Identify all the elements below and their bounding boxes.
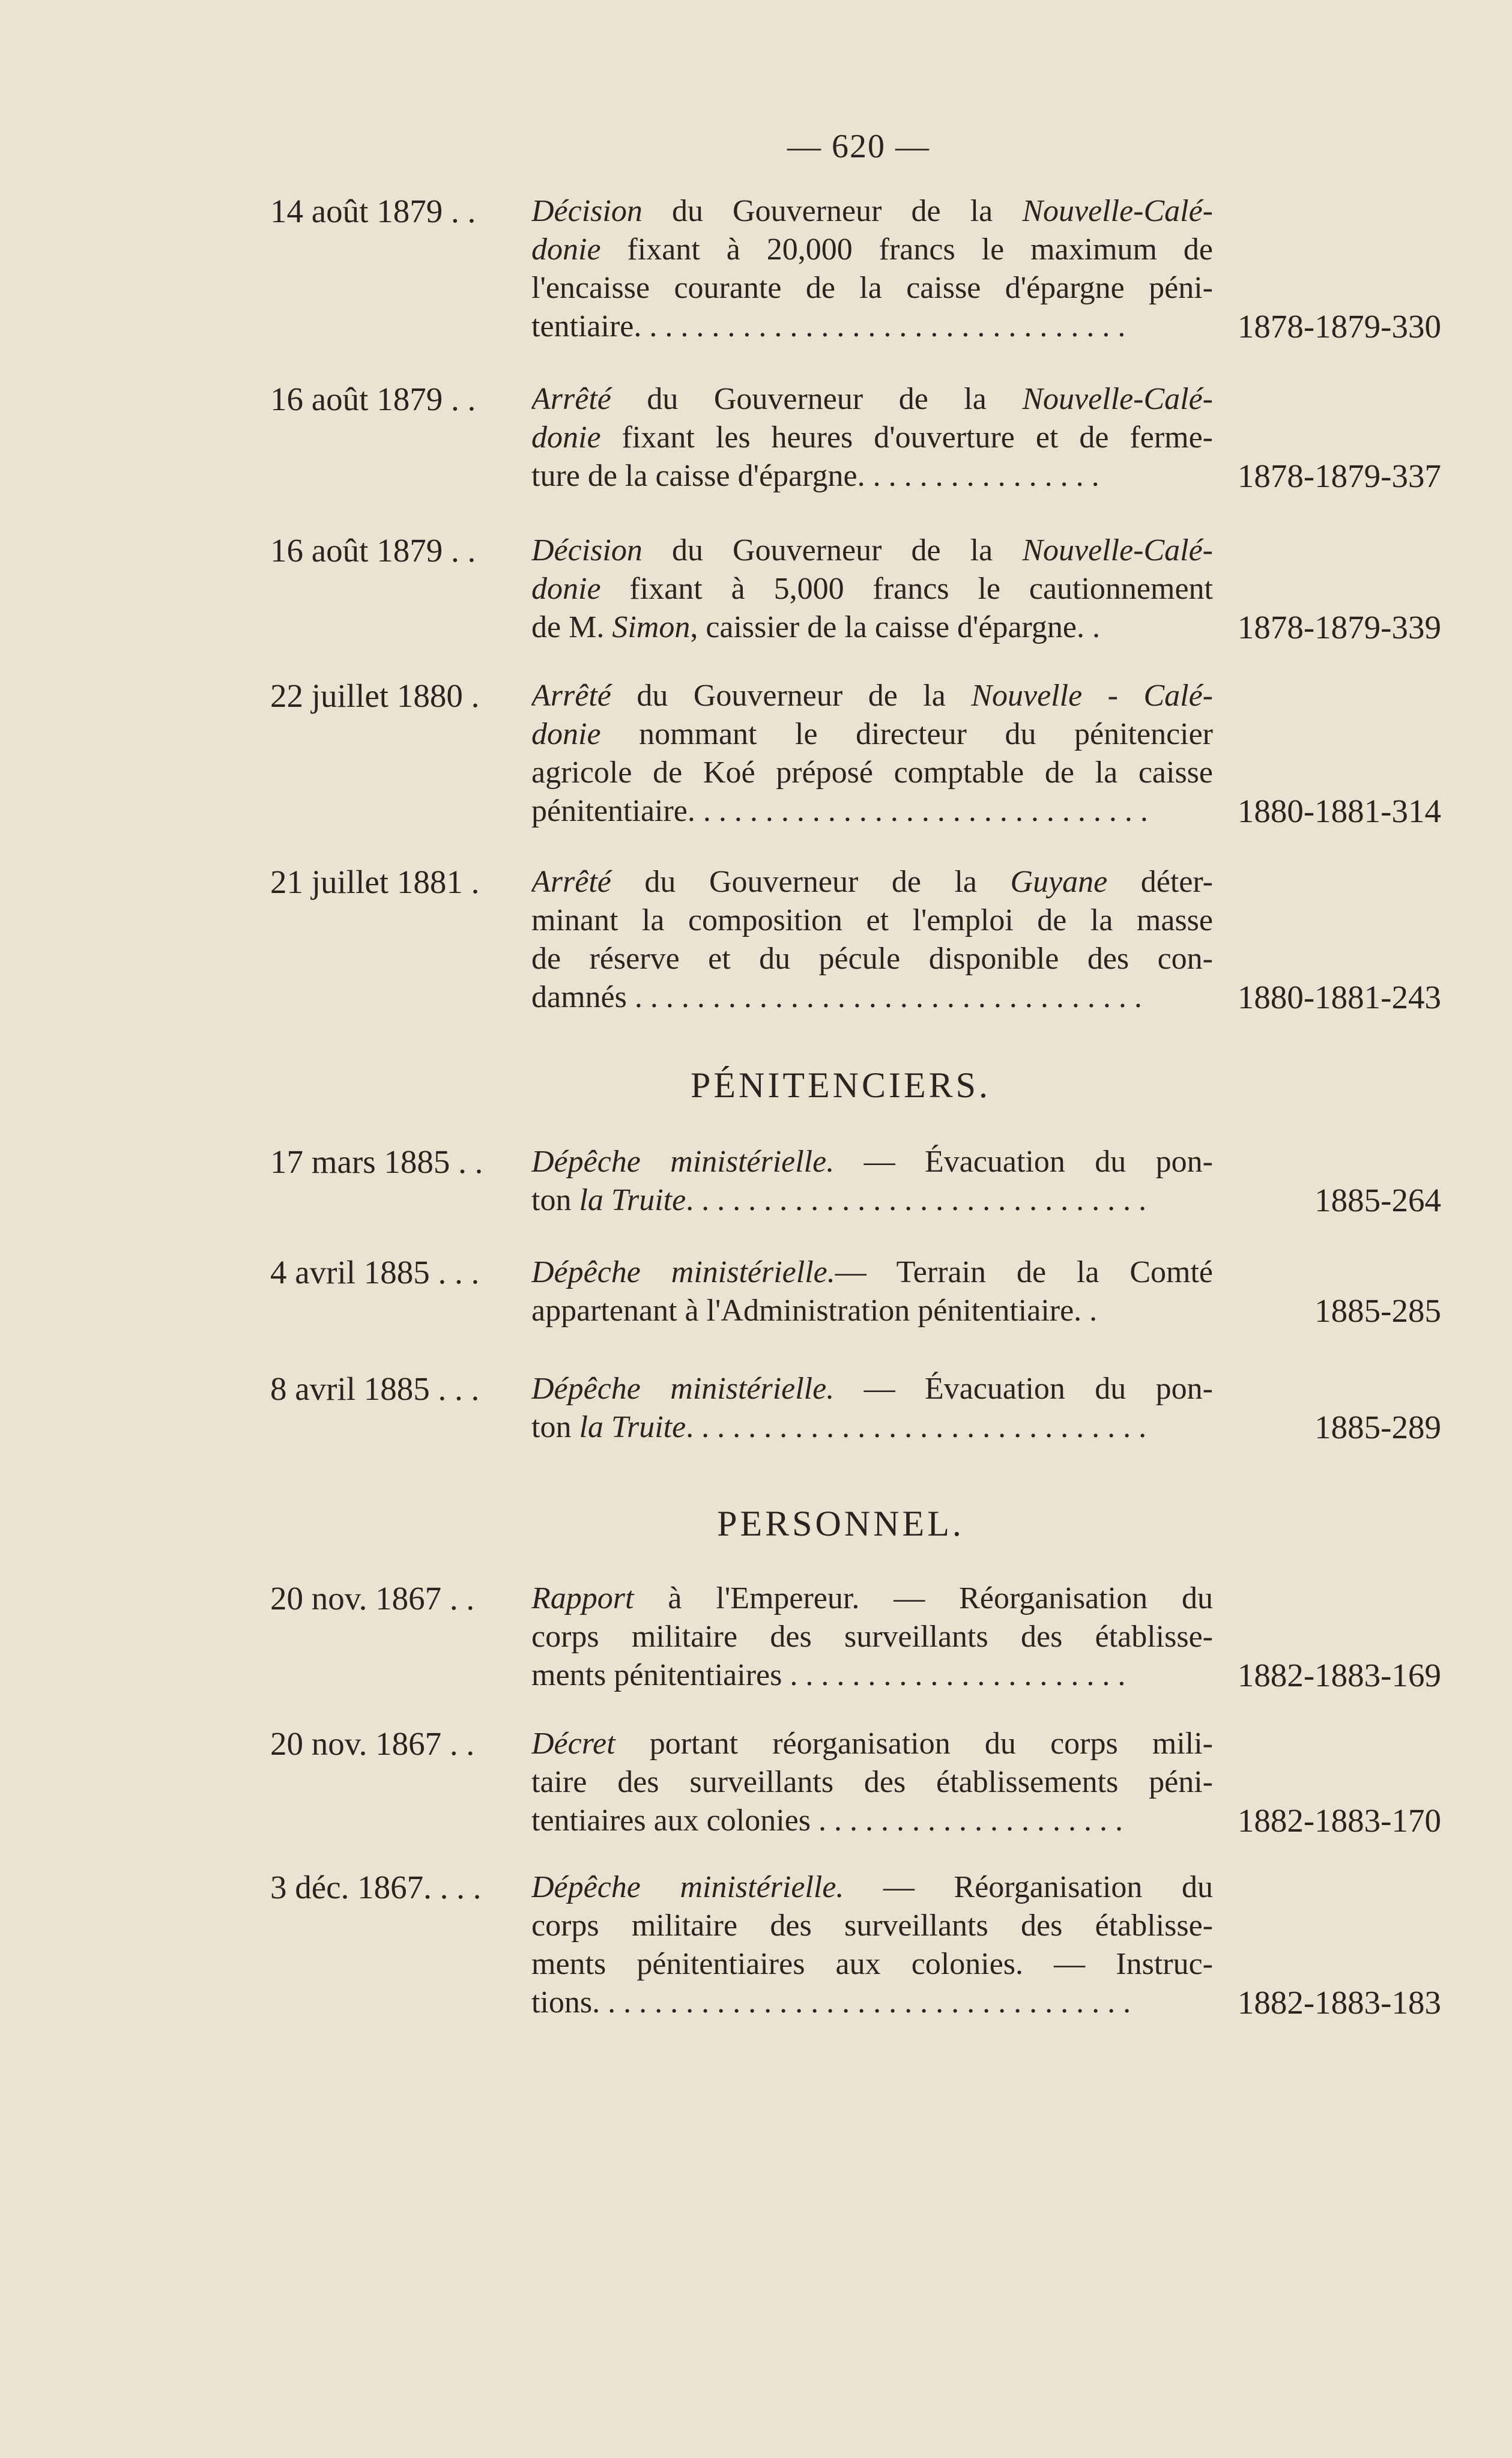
- entry-reference: 1880-1881-243: [1237, 979, 1441, 1016]
- entry-line: [531, 940, 1213, 978]
- text-segment: appartenant à l'Administration pénitentiaire. .: [531, 1294, 1098, 1328]
- entry-line: [531, 1253, 1213, 1292]
- entry-line: [531, 1763, 1213, 1802]
- text-segment: ture de la caisse d'épargne. . . . . . . . . . . . . . . .: [531, 459, 1099, 493]
- text-segment: du Gouverneur de la: [642, 194, 1023, 228]
- entry-line: [531, 457, 1213, 495]
- text-segment: minant la composition et l'emploi de la masse: [531, 903, 1213, 937]
- entry-description: [531, 1725, 1213, 1840]
- entry-description: [531, 380, 1213, 495]
- italic-text: Arrêté: [531, 382, 611, 416]
- entry-description: [531, 863, 1213, 1017]
- entry-line: [531, 231, 1213, 269]
- entry-line: [531, 1868, 1213, 1907]
- text-segment: déter-: [1107, 865, 1213, 899]
- entry-line: [531, 1984, 1213, 2022]
- text-segment: — Évacuation du pon-: [834, 1372, 1213, 1406]
- text-segment: ments pénitentiaires aux colonies. — Instruc-: [531, 1947, 1213, 1981]
- text-segment: nommant le directeur du pénitencier: [600, 717, 1213, 751]
- entry-date: 20 nov. 1867 . .: [270, 1725, 475, 1762]
- text-segment: de réserve et du pécule disponible des con-: [531, 942, 1213, 976]
- entry-description: [531, 192, 1213, 346]
- italic-text: Nouvelle-Calé-: [1022, 533, 1213, 568]
- entry-line: [531, 531, 1213, 570]
- text-segment: à l'Empereur. — Réorganisation du: [634, 1581, 1213, 1615]
- entry-date: 8 avril 1885 . . .: [270, 1370, 480, 1407]
- entry-line: [531, 978, 1213, 1017]
- italic-text: donie: [531, 232, 601, 267]
- text-segment: , caissier de la caisse d'épargne. .: [690, 610, 1101, 644]
- entry-reference: 1885-264: [1314, 1182, 1441, 1218]
- italic-text: Décision: [531, 194, 643, 228]
- entry-reference: 1878-1879-337: [1237, 458, 1441, 494]
- italic-text: Dépêche ministérielle.: [531, 1145, 835, 1179]
- entry-line: [531, 863, 1213, 901]
- text-segment: pénitentiaire. . . . . . . . . . . . . . . . . . . . . . . . . . . . . .: [531, 794, 1148, 828]
- entry-description: [531, 1579, 1213, 1695]
- entry-line: [531, 608, 1213, 647]
- italic-text: Nouvelle - Calé-: [971, 679, 1213, 713]
- entry-reference: 1882-1883-183: [1237, 1984, 1441, 2021]
- text-segment: tentiaires aux colonies . . . . . . . . . . . . . . . . . . . .: [531, 1803, 1123, 1838]
- text-segment: taire des surveillants des établissements péni-: [531, 1765, 1213, 1799]
- entry-date: 17 mars 1885 . .: [270, 1143, 483, 1180]
- entry-date: 20 nov. 1867 . .: [270, 1580, 475, 1617]
- italic-text: donie: [531, 717, 601, 751]
- italic-text: la Truite: [579, 1410, 686, 1444]
- text-segment: — Évacuation du pon-: [834, 1145, 1213, 1179]
- section-heading: PÉNITENCIERS.: [691, 1065, 991, 1105]
- text-segment: . . . . . . . . . . . . . . . . . . . . . . . . . . . . . .: [686, 1183, 1147, 1217]
- entry-date: 3 déc. 1867. . . .: [270, 1869, 482, 1906]
- section-heading: PERSONNEL.: [717, 1504, 964, 1543]
- entry-reference: 1882-1883-169: [1237, 1657, 1441, 1694]
- text-segment: ton: [531, 1183, 579, 1217]
- entry-date: 16 août 1879 . .: [270, 532, 476, 569]
- entry-description: [531, 1143, 1213, 1220]
- text-segment: du Gouverneur de la: [611, 382, 1023, 416]
- entry-description: [531, 1370, 1213, 1447]
- entry-reference: 1885-285: [1314, 1292, 1441, 1329]
- page-number: — 620 —: [787, 128, 930, 165]
- entry-date: 21 juillet 1881 .: [270, 864, 480, 900]
- italic-text: Décret: [531, 1727, 615, 1761]
- italic-text: Dépêche ministérielle.: [531, 1372, 835, 1406]
- text-segment: ments pénitentiaires . . . . . . . . . . . . . . . . . . . . . .: [531, 1658, 1126, 1692]
- entry-line: [531, 1656, 1213, 1695]
- entry-line: [531, 570, 1213, 608]
- italic-text: Nouvelle-Calé-: [1022, 194, 1213, 228]
- italic-text: Nouvelle-Calé-: [1022, 382, 1213, 416]
- italic-text: donie: [531, 572, 601, 606]
- text-segment: ton: [531, 1410, 579, 1444]
- entry-line: [531, 419, 1213, 457]
- entry-description: [531, 531, 1213, 647]
- italic-text: Arrêté: [531, 679, 611, 713]
- text-segment: corps militaire des surveillants des établisse-: [531, 1909, 1213, 1943]
- entry-reference: 1878-1879-330: [1237, 308, 1441, 345]
- text-segment: du Gouverneur de la: [642, 533, 1023, 568]
- entry-reference: 1882-1883-170: [1237, 1802, 1441, 1839]
- entry-line: [531, 1143, 1213, 1181]
- entry-date: 4 avril 1885 . . .: [270, 1254, 480, 1291]
- italic-text: Dépêche ministérielle.: [531, 1255, 835, 1289]
- entry-line: [531, 1181, 1213, 1220]
- italic-text: Dépêche ministérielle.: [531, 1870, 844, 1904]
- italic-text: donie: [531, 420, 601, 455]
- entry-line: [531, 307, 1213, 346]
- entry-line: [531, 715, 1213, 754]
- entry-line: [531, 754, 1213, 792]
- text-segment: fixant les heures d'ouverture et de ferme-: [600, 420, 1213, 455]
- italic-text: Décision: [531, 533, 643, 568]
- entry-line: [531, 792, 1213, 831]
- text-segment: du Gouverneur de la: [611, 865, 1011, 899]
- entry-line: [531, 1370, 1213, 1408]
- entry-line: [531, 677, 1213, 715]
- italic-text: Guyane: [1010, 865, 1108, 899]
- text-segment: du Gouverneur de la: [611, 679, 972, 713]
- entry-line: [531, 1907, 1213, 1945]
- entry-reference: 1880-1881-314: [1237, 793, 1441, 829]
- text-segment: corps militaire des surveillants des établisse-: [531, 1620, 1213, 1654]
- entry-line: [531, 1725, 1213, 1763]
- entry-line: [531, 269, 1213, 307]
- italic-text: Rapport: [531, 1581, 634, 1615]
- entry-description: [531, 1253, 1213, 1330]
- entry-reference: 1885-289: [1314, 1409, 1441, 1445]
- entry-reference: 1878-1879-339: [1237, 609, 1441, 646]
- italic-text: la Truite: [579, 1183, 686, 1217]
- entry-description: [531, 1868, 1213, 2022]
- entry-line: [531, 901, 1213, 940]
- entry-date: 22 juillet 1880 .: [270, 677, 480, 714]
- entry-date: 14 août 1879 . .: [270, 193, 476, 229]
- text-segment: . . . . . . . . . . . . . . . . . . . . . . . . . . . . . .: [686, 1410, 1147, 1444]
- text-segment: tentiaire. . . . . . . . . . . . . . . . . . . . . . . . . . . . . . . .: [531, 309, 1126, 344]
- entry-line: [531, 1945, 1213, 1984]
- text-segment: damnés . . . . . . . . . . . . . . . . . . . . . . . . . . . . . . . . .: [531, 980, 1142, 1014]
- text-segment: de M.: [531, 610, 612, 644]
- entry-line: [531, 1408, 1213, 1447]
- entry-line: [531, 1292, 1213, 1330]
- entry-line: [531, 1579, 1213, 1618]
- italic-text: Simon: [612, 610, 691, 644]
- text-segment: — Terrain de la Comté: [835, 1255, 1213, 1289]
- text-segment: fixant à 5,000 francs le cautionnement: [600, 572, 1213, 606]
- entry-description: [531, 677, 1213, 831]
- entry-date: 16 août 1879 . .: [270, 381, 476, 417]
- text-segment: fixant à 20,000 francs le maximum de: [600, 232, 1213, 267]
- text-segment: agricole de Koé préposé comptable de la caisse: [531, 755, 1213, 790]
- text-segment: l'encaisse courante de la caisse d'épargne péni-: [531, 271, 1213, 305]
- entry-line: [531, 192, 1213, 231]
- text-segment: portant réorganisation du corps mili-: [615, 1727, 1213, 1761]
- entry-line: [531, 380, 1213, 419]
- italic-text: Arrêté: [531, 865, 611, 899]
- entry-line: [531, 1618, 1213, 1656]
- text-segment: — Réorganisation du: [844, 1870, 1213, 1904]
- entry-line: [531, 1802, 1213, 1840]
- text-segment: tions. . . . . . . . . . . . . . . . . . . . . . . . . . . . . . . . . . .: [531, 1985, 1131, 2020]
